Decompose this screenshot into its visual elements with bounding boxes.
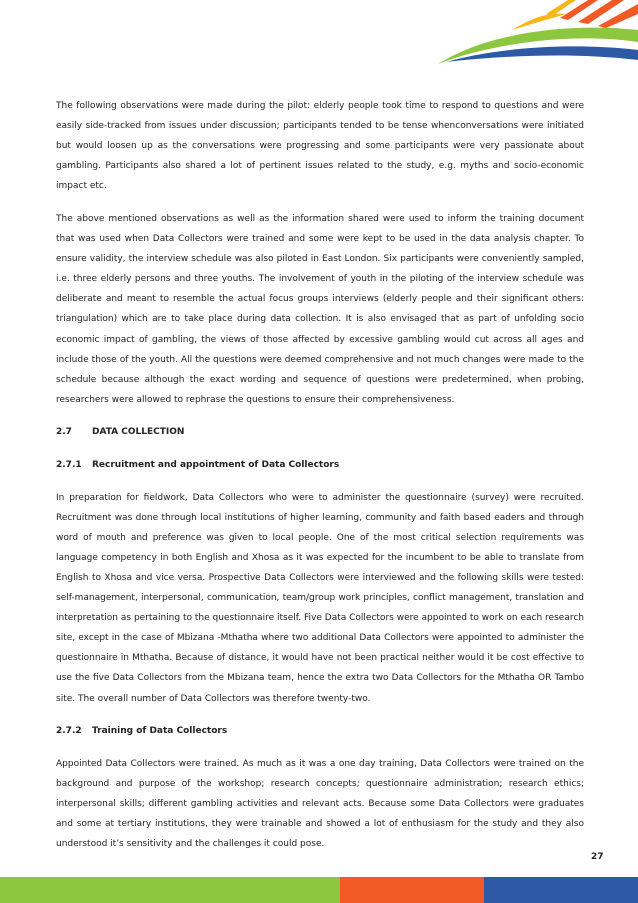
logo-yellow-wave <box>512 14 566 30</box>
section-heading-data-collection <box>56 422 584 442</box>
validity-paragraph: The above mentioned observations as well as the information shared were used to inform the training document that was used when Data Collectors were trained and some were kept to be used in the data analysis chapter. To ensure validity, the interview schedule was also piloted in East London. Six participants were conveniently sampled, i.e. three elderly persons and three youths. The involvement of youth in the piloting of the interview schedule was deliberate and meant to resemble the actual focus groups interviews (elderly people and their significant others: triangulation) which are to take place during data collection. It is also envisaged that as part of unfolding socio economic impact of gambling, the views of those affected by excessive gambling would cut across all ages and include those of the youth. All the questions were deemed comprehensive and not much changes were made to the schedule because although the exact wording and sequence of questions were predetermined, when probing, researchers were allowed to rephrase the questions to ensure their comprehensiveness. <box>56 213 584 405</box>
pilot-observations-paragraph: The following observations were made during the pilot: elderly people took time to respond to questions and were easily side-tracked from issues under discussion; participants tended to be tense whenconversations were initiated but would loosen up as the conversations were progressing and some participants were very passionate about gambling. Participants also shared a lot of pertinent issues related to the study, e.g. myths and socio-economic impact etc. <box>56 101 584 192</box>
subsection-heading-training <box>56 721 584 741</box>
subsection-number: 2.7.2 <box>56 726 82 737</box>
training-paragraph: Appointed Data Collectors were trained. As much as it was a one day training, Data Collectors were trained on the background and purpose of the workshop; research concepts; questionnaire administration; research ethics; interpersonal skills; different gambling activities and relevant acts. Because some Data Collectors were graduates and some at tertiary institutions, they were trainable and showed a lot of enthusiasm for the study and they also understood it’s sensitivity and the challenges it could pose. <box>56 758 584 850</box>
recruitment-paragraph: In preparation for fieldwork, Data Collectors who were to administer the questionnaire (survey) were recruited. Recruitment was done through local institutions of higher learning, community and faith based eaders and through word of mouth and preference was given to local people. One of the most critical selection requirements was language competency in both English and Xhosa as it was expected for the incumbent to be able to translate from English to Xhosa and vice versa. Prospective Data Collectors were interviewed and the following skills were tested: self-management, interpersonal, communication, team/group work principles, conflict management, translation and interpretation as pertaining to the questionnaire itself. Five Data Collectors were appointed to work on each research site, except in the case of Mbizana -Mthatha where two additional Data Collectors were appointed to administer the questionnaire in Mthatha. Because of distance, it would have not been practical neither would it be cost effective to use the five Data Collectors from the Mbizana team, hence the extra two Data Collectors for the Mthatha OR Tambo site. The overall number of Data Collectors was therefore twenty-two. <box>56 492 584 704</box>
subsection-title: Recruitment and appointment of Data Collectors <box>92 460 340 470</box>
logo-orange-rays <box>560 0 638 28</box>
subsection-heading-recruitment <box>56 455 584 475</box>
subsection-number: 2.7.1 <box>56 460 82 470</box>
section-number: 2.7 <box>56 427 72 438</box>
page-body <box>56 96 584 854</box>
footer-color-bar <box>0 877 638 903</box>
footer-orange-segment <box>340 877 484 903</box>
section-title: DATA COLLECTION <box>92 427 185 438</box>
footer-green-segment <box>0 877 340 903</box>
logo-swoosh-graphic <box>0 0 638 96</box>
page-number: 27 <box>591 852 604 862</box>
subsection-title: Training of Data Collectors <box>92 726 228 737</box>
footer-blue-segment <box>484 877 638 903</box>
